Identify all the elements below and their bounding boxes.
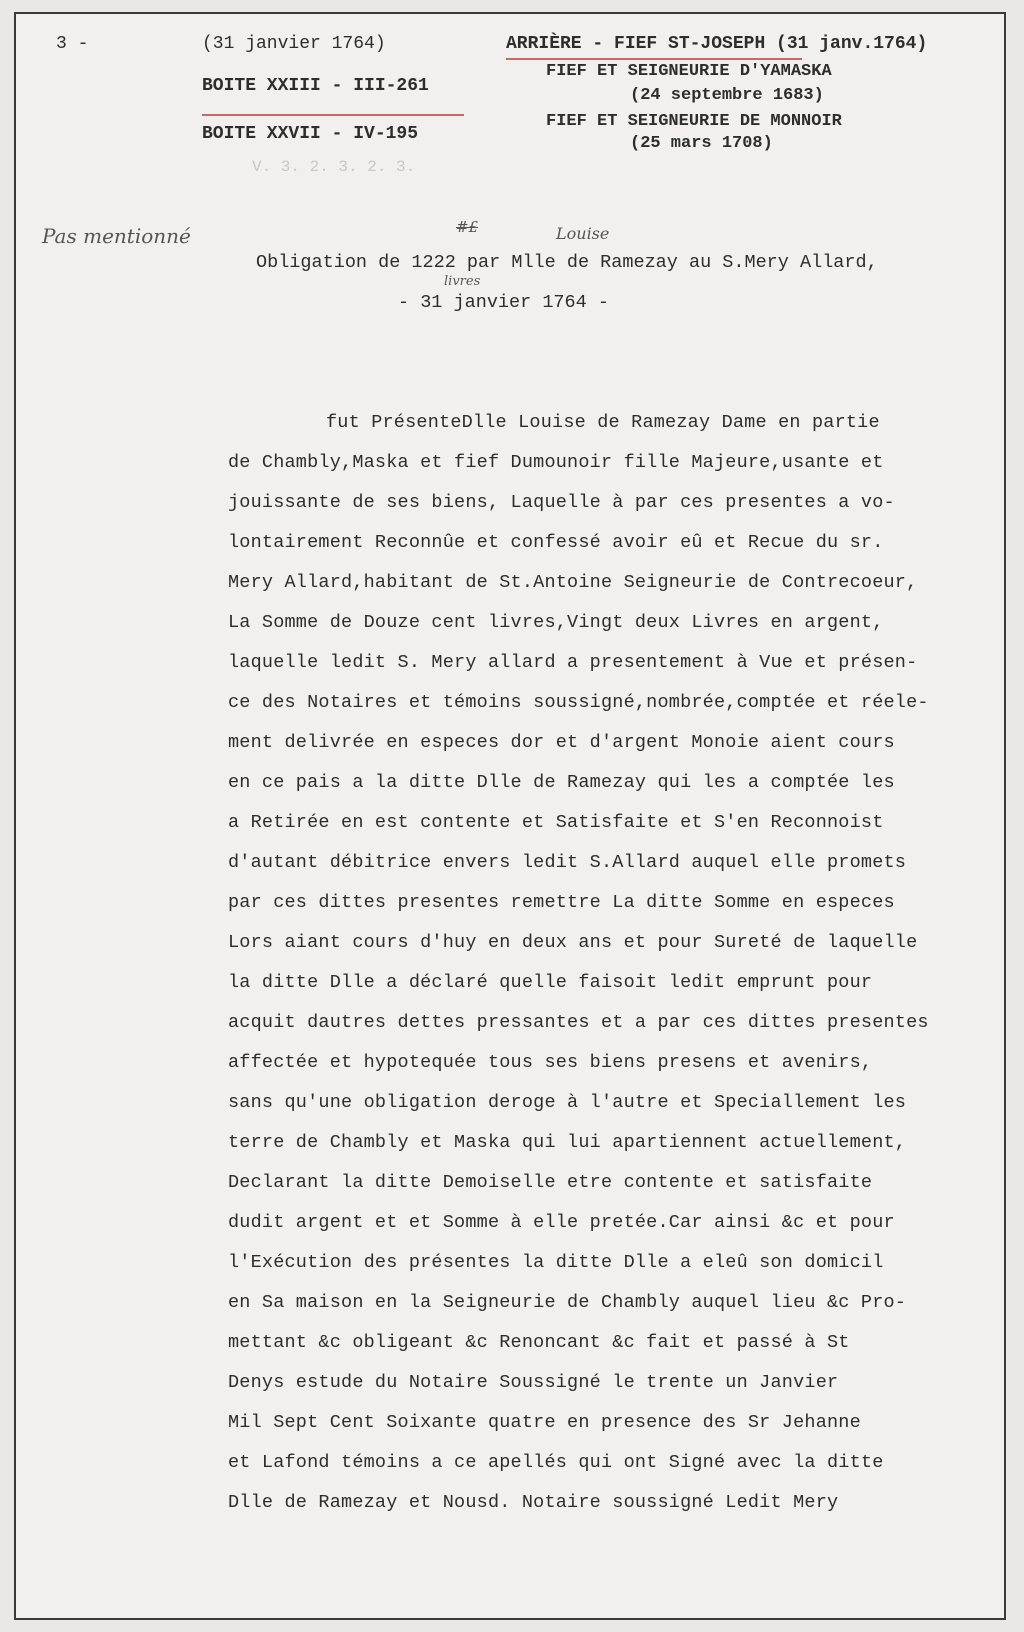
boite-reference-1: BOITE XXIII - III-261 xyxy=(202,76,429,96)
header-date: (31 janvier 1764) xyxy=(202,34,386,54)
body-line: en ce pais a la ditte Dlle de Ramezay qui les a comptée les xyxy=(228,772,895,793)
body-line: l'Exécution des présentes la ditte Dlle a eleû son domicil xyxy=(228,1252,884,1273)
body-line: dudit argent et et Somme à elle pretée.Car ainsi &c et pour xyxy=(228,1212,895,1233)
body-line: acquit dautres dettes pressantes et a par ces dittes presentes xyxy=(228,1012,929,1033)
arriere-fief-underline xyxy=(506,58,802,60)
margin-note: Pas mentionné xyxy=(42,224,191,248)
body-line: Mery Allard,habitant de St.Antoine Seigneurie de Contrecoeur, xyxy=(228,572,918,593)
body-line: en Sa maison en la Seigneurie de Chambly auquel lieu &c Pro- xyxy=(228,1292,907,1313)
document-page xyxy=(14,12,1006,1620)
document-title: Obligation de 1222 par Mlle de Ramezay au S.Mery Allard, xyxy=(256,252,878,273)
body-line: terre de Chambly et Maska qui lui apartiennent actuellement, xyxy=(228,1132,907,1153)
body-line: d'autant débitrice envers ledit S.Allard auquel elle promets xyxy=(228,852,907,873)
body-line: La Somme de Douze cent livres,Vingt deux Livres en argent, xyxy=(228,612,884,633)
body-line: la ditte Dlle a déclaré quelle faisoit ledit emprunt pour xyxy=(228,972,873,993)
body-line: de Chambly,Maska et fief Dumounoir fille Majeure,usante et xyxy=(228,452,884,473)
boite-separator-line xyxy=(202,114,464,116)
body-line: laquelle ledit S. Mery allard a presentement à Vue et présen- xyxy=(228,652,918,673)
body-line: ce des Notaires et témoins soussigné,nombrée,comptée et réele- xyxy=(228,692,929,713)
body-line: jouissante de ses biens, Laquelle à par ces presentes a vo- xyxy=(228,492,895,513)
body-line: Dlle de Ramezay et Nousd. Notaire soussigné Ledit Mery xyxy=(228,1492,839,1513)
header-right-line3: (24 septembre 1683) xyxy=(630,86,824,105)
body-line: Lors aiant cours d'huy en deux ans et pour Sureté de laquelle xyxy=(228,932,918,953)
document-title-date: - 31 janvier 1764 - xyxy=(398,292,609,313)
header-right-line1: ARRIÈRE - FIEF ST-JOSEPH (31 janv.1764) xyxy=(506,34,928,54)
handwritten-louise: Louise xyxy=(556,224,610,243)
header-right-line4: FIEF ET SEIGNEURIE DE MONNOIR xyxy=(546,112,842,131)
header-right-line2: FIEF ET SEIGNEURIE D'YAMASKA xyxy=(546,62,832,81)
body-line: Declarant la ditte Demoiselle etre contente et satisfaite xyxy=(228,1172,873,1193)
page-mark: 3 - xyxy=(56,34,89,54)
boite-reference-2: BOITE XXVII - IV-195 xyxy=(202,124,419,144)
body-line: Mil Sept Cent Soixante quatre en presence des Sr Jehanne xyxy=(228,1412,861,1433)
body-line: fut PrésenteDlle Louise de Ramezay Dame en partie xyxy=(326,412,880,433)
body-line: et Lafond témoins a ce apellés qui ont Signé avec la ditte xyxy=(228,1452,884,1473)
body-line: sans qu'une obligation deroge à l'autre et Speciallement les xyxy=(228,1092,907,1113)
header-right-line5: (25 mars 1708) xyxy=(630,134,773,153)
body-line: ment delivrée en especes dor et d'argent Monoie aient cours xyxy=(228,732,895,753)
faint-reference: V. 3. 2. 3. 2. 3. xyxy=(252,158,416,176)
handwritten-livres: livres xyxy=(444,274,481,289)
body-line: lontairement Reconnûe et confessé avoir eû et Recue du sr. xyxy=(228,532,884,553)
body-line: Denys estude du Notaire Soussigné le trente un Janvier xyxy=(228,1372,839,1393)
body-line: par ces dittes presentes remettre La ditte Somme en especes xyxy=(228,892,895,913)
body-line: a Retirée en est contente et Satisfaite et S'en Reconnoist xyxy=(228,812,884,833)
body-line: mettant &c obligeant &c Renoncant &c fait et passé à St xyxy=(228,1332,850,1353)
struck-annotation: #£ xyxy=(456,218,479,236)
body-line: affectée et hypotequée tous ses biens presens et avenirs, xyxy=(228,1052,873,1073)
